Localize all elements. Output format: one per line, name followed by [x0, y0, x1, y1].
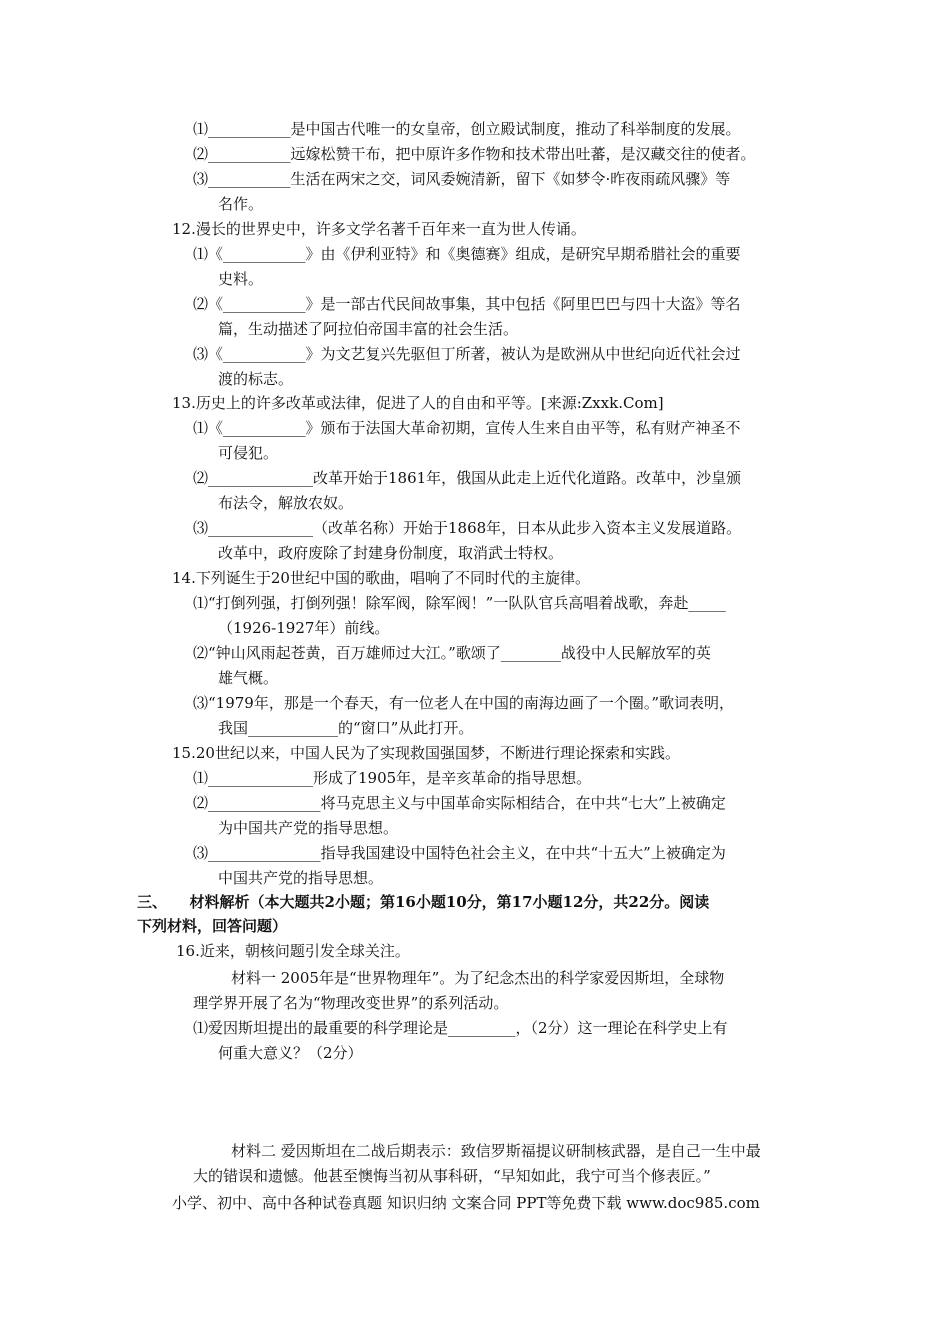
section-3-heading: 三、 材料解析（本大题共2小题；第16小题10分，第17小题12分，共22分。阅读 — [137, 893, 710, 911]
q11-item-2: ⑵___________远嫁松赞干布，把中原许多作物和技术带出吐蕃，是汉藏交往的使者。 — [193, 145, 756, 163]
q15-item-1: ⑴______________形成了1905年，是辛亥革命的指导思想。 — [193, 769, 592, 787]
q12-item-3-cont: 渡的标志。 — [218, 370, 294, 388]
q14-item-2: ⑵“钟山风雨起苍黄，百万雄师过大江。”歌颂了________战役中人民解放军的英 — [193, 644, 711, 662]
q15-item-3-cont: 中国共产党的指导思想。 — [218, 869, 384, 887]
q16-item-1: ⑴爱因斯坦提出的最重要的科学理论是_________，（2分）这一理论在科学史上有 — [193, 1019, 728, 1037]
q11-item-1: ⑴___________是中国古代唯一的女皇帝，创立殿试制度，推动了科举制度的发展。 — [193, 120, 741, 138]
question-14: 14.下列诞生于20世纪中国的歌曲，唱响了不同时代的主旋律。 — [172, 569, 590, 587]
question-15: 15.20世纪以来，中国人民为了实现救国强国梦，不断进行理论探索和实践。 — [172, 744, 680, 762]
q15-item-2: ⑵_______________将马克思主义与中国革命实际相结合，在中共“七大”上被确定 — [193, 794, 726, 812]
q12-item-2-cont: 篇，生动描述了阿拉伯帝国丰富的社会生活。 — [218, 320, 519, 338]
q13-item-2: ⑵______________改革开始于1861年，俄国从此走上近代化道路。改革中，沙皇颁 — [193, 469, 742, 487]
page-footer: 小学、初中、高中各种试卷真题 知识归纳 文案合同 PPT等免费下载 www.doc985.com — [172, 1194, 760, 1212]
q12-item-3: ⑶《___________》为文艺复兴先驱但丁所著，被认为是欧洲从中世纪向近代社会过 — [193, 345, 741, 363]
q12-item-1: ⑴《___________》由《伊利亚特》和《奥德赛》组成，是研究早期希腊社会的重要 — [193, 245, 741, 263]
q12-item-2: ⑵《___________》是一部古代民间故事集，其中包括《阿里巴巴与四十大盗》等名 — [193, 295, 741, 313]
q13-item-1-cont: 可侵犯。 — [218, 444, 279, 462]
material-1-cont: 理学界开展了名为“物理改变世界”的系列活动。 — [193, 994, 509, 1012]
q14-item-1: ⑴“打倒列强，打倒列强！除军阀，除军阀！”一队队官兵高唱着战歌，奔赴_____ — [193, 594, 726, 612]
q12-item-1-cont: 史料。 — [218, 270, 264, 288]
material-2: 材料二 爱因斯坦在二战后期表示：致信罗斯福提议研制核武器，是自己一生中最 — [231, 1142, 761, 1160]
question-12: 12.漫长的世界史中，许多文学名著千百年来一直为世人传诵。 — [172, 220, 586, 238]
question-13: 13.历史上的许多改革或法律，促进了人的自由和平等。[来源:Zxxk.Com] — [172, 394, 664, 412]
material-2-cont: 大的错误和遗憾。他甚至懊悔当初从事科研，“早知如此，我宁可当个修表匠。” — [193, 1167, 711, 1185]
q11-item-3: ⑶___________生活在两宋之交，词风委婉清新，留下《如梦令·昨夜雨疏风骤》等 — [193, 170, 731, 188]
q16-item-1-cont: 何重大意义？（2分） — [218, 1044, 363, 1062]
q14-item-3: ⑶“1979年，那是一个春天，有一位老人在中国的南海边画了一个圈。”歌词表明， — [193, 694, 735, 712]
q15-item-3: ⑶_______________指导我国建设中国特色社会主义，在中共“十五大”上被确定为 — [193, 844, 726, 862]
section-3-heading-cont: 下列材料，回答问题） — [137, 917, 288, 935]
q13-item-1: ⑴《___________》颁布于法国大革命初期，宣传人生来自由平等，私有财产神圣不 — [193, 419, 741, 437]
q13-item-2-cont: 布法令，解放农奴。 — [218, 494, 354, 512]
q13-item-3-cont: 改革中，政府废除了封建身份制度，取消武士特权。 — [218, 544, 564, 562]
q14-item-1-cont: （1926-1927年）前线。 — [218, 619, 390, 637]
q14-item-3-cont: 我国____________的“窗口”从此打开。 — [218, 719, 474, 737]
q11-item-3-cont: 名作。 — [218, 195, 264, 213]
q14-item-2-cont: 雄气概。 — [218, 669, 279, 687]
material-1: 材料一 2005年是“世界物理年”。为了纪念杰出的科学家爱因斯坦，全球物 — [231, 969, 725, 987]
q13-item-3: ⑶______________（改革名称）开始于1868年，日本从此步入资本主义发展道路。 — [193, 519, 742, 537]
q15-item-2-cont: 为中国共产党的指导思想。 — [218, 819, 399, 837]
question-16: 16.近来，朝核问题引发全球关注。 — [176, 942, 410, 960]
